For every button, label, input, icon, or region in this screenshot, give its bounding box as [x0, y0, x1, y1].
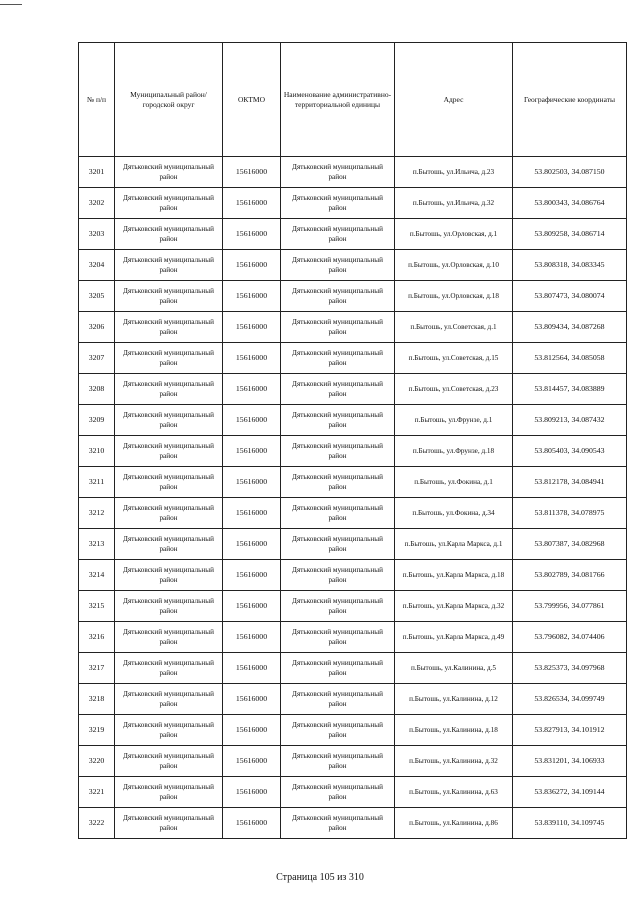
row-oktmo: 15616000: [223, 219, 281, 250]
row-district: Дятьковский муниципальный район: [115, 250, 223, 281]
row-unit-name: Дятьковский муниципальный район: [281, 219, 395, 250]
row-unit-name: Дятьковский муниципальный район: [281, 498, 395, 529]
table-row: [79, 529, 627, 560]
row-unit-name: Дятьковский муниципальный район: [281, 281, 395, 312]
row-number: 3218: [79, 684, 115, 715]
row-coordinates: 53.836272, 34.109144: [513, 777, 627, 808]
row-unit-name: Дятьковский муниципальный район: [281, 436, 395, 467]
row-unit-name: Дятьковский муниципальный район: [281, 808, 395, 839]
row-coordinates: 53.800343, 34.086764: [513, 188, 627, 219]
table-row: [79, 188, 627, 219]
row-unit-name: Дятьковский муниципальный район: [281, 715, 395, 746]
row-unit-name: Дятьковский муниципальный район: [281, 684, 395, 715]
table-row: [79, 467, 627, 498]
row-coordinates: 53.826534, 34.099749: [513, 684, 627, 715]
table-row: [79, 250, 627, 281]
row-district: Дятьковский муниципальный район: [115, 188, 223, 219]
row-address: п.Бытошь, ул.Карла Маркса, д.49: [395, 622, 513, 653]
row-address: п.Бытошь, ул.Фокина, д.34: [395, 498, 513, 529]
row-unit-name: Дятьковский муниципальный район: [281, 653, 395, 684]
row-coordinates: 53.839110, 34.109745: [513, 808, 627, 839]
row-district: Дятьковский муниципальный район: [115, 343, 223, 374]
row-oktmo: 15616000: [223, 808, 281, 839]
header-district: Муниципальный район/городской округ: [115, 43, 223, 157]
row-unit-name: Дятьковский муниципальный район: [281, 777, 395, 808]
row-oktmo: 15616000: [223, 312, 281, 343]
row-unit-name: Дятьковский муниципальный район: [281, 343, 395, 374]
row-unit-name: Дятьковский муниципальный район: [281, 591, 395, 622]
row-unit-name: Дятьковский муниципальный район: [281, 374, 395, 405]
row-number: 3220: [79, 746, 115, 777]
header-number: № п/п: [79, 43, 115, 157]
row-unit-name: Дятьковский муниципальный район: [281, 746, 395, 777]
row-oktmo: 15616000: [223, 715, 281, 746]
row-oktmo: 15616000: [223, 374, 281, 405]
row-address: п.Бытошь, ул.Фокина, д.1: [395, 467, 513, 498]
row-unit-name: Дятьковский муниципальный район: [281, 405, 395, 436]
row-unit-name: Дятьковский муниципальный район: [281, 622, 395, 653]
row-number: 3204: [79, 250, 115, 281]
row-address: п.Бытошь, ул.Калинина, д.5: [395, 653, 513, 684]
row-address: п.Бытошь, ул.Советская, д.15: [395, 343, 513, 374]
table-row: [79, 343, 627, 374]
row-coordinates: 53.827913, 34.101912: [513, 715, 627, 746]
row-address: п.Бытошь, ул.Калинина, д.63: [395, 777, 513, 808]
row-address: п.Бытошь, ул.Карла Маркса, д.1: [395, 529, 513, 560]
row-number: 3210: [79, 436, 115, 467]
row-district: Дятьковский муниципальный район: [115, 715, 223, 746]
row-number: 3208: [79, 374, 115, 405]
row-district: Дятьковский муниципальный район: [115, 374, 223, 405]
table-header: [79, 43, 627, 157]
table-row: [79, 374, 627, 405]
row-coordinates: 53.802789, 34.081766: [513, 560, 627, 591]
table-row: [79, 312, 627, 343]
row-district: Дятьковский муниципальный район: [115, 219, 223, 250]
row-district: Дятьковский муниципальный район: [115, 591, 223, 622]
row-coordinates: 53.799956, 34.077861: [513, 591, 627, 622]
row-oktmo: 15616000: [223, 343, 281, 374]
header-unit-name: Наименование административно-территориальной единицы: [281, 43, 395, 157]
table-row: [79, 436, 627, 467]
row-number: 3221: [79, 777, 115, 808]
table-row: [79, 591, 627, 622]
row-coordinates: 53.805403, 34.090543: [513, 436, 627, 467]
table-row: [79, 498, 627, 529]
row-oktmo: 15616000: [223, 157, 281, 188]
row-number: 3206: [79, 312, 115, 343]
row-district: Дятьковский муниципальный район: [115, 436, 223, 467]
row-address: п.Бытошь, ул.Калинина, д.12: [395, 684, 513, 715]
table-row: [79, 653, 627, 684]
row-number: 3215: [79, 591, 115, 622]
row-number: 3217: [79, 653, 115, 684]
row-address: п.Бытошь, ул.Ильича, д.32: [395, 188, 513, 219]
row-number: 3207: [79, 343, 115, 374]
row-unit-name: Дятьковский муниципальный район: [281, 250, 395, 281]
row-district: Дятьковский муниципальный район: [115, 777, 223, 808]
row-unit-name: Дятьковский муниципальный район: [281, 529, 395, 560]
row-coordinates: 53.809434, 34.087268: [513, 312, 627, 343]
header-address: Адрес: [395, 43, 513, 157]
header-row: [79, 43, 627, 157]
table-row: [79, 281, 627, 312]
table-row: [79, 808, 627, 839]
row-coordinates: 53.807387, 34.082968: [513, 529, 627, 560]
table-row: [79, 746, 627, 777]
row-unit-name: Дятьковский муниципальный район: [281, 312, 395, 343]
row-district: Дятьковский муниципальный район: [115, 653, 223, 684]
row-coordinates: 53.796082, 34.074406: [513, 622, 627, 653]
row-address: п.Бытошь, ул.Карла Маркса, д.32: [395, 591, 513, 622]
row-district: Дятьковский муниципальный район: [115, 808, 223, 839]
address-registry-table: [78, 42, 627, 839]
row-oktmo: 15616000: [223, 684, 281, 715]
row-coordinates: 53.831201, 34.106933: [513, 746, 627, 777]
row-district: Дятьковский муниципальный район: [115, 312, 223, 343]
row-address: п.Бытошь, ул.Советская, д.1: [395, 312, 513, 343]
table-row: [79, 219, 627, 250]
row-coordinates: 53.812564, 34.085058: [513, 343, 627, 374]
row-district: Дятьковский муниципальный район: [115, 405, 223, 436]
row-number: 3203: [79, 219, 115, 250]
row-address: п.Бытошь, ул.Калинина, д.32: [395, 746, 513, 777]
row-number: 3211: [79, 467, 115, 498]
row-district: Дятьковский муниципальный район: [115, 467, 223, 498]
row-district: Дятьковский муниципальный район: [115, 157, 223, 188]
row-number: 3212: [79, 498, 115, 529]
row-address: п.Бытошь, ул.Орловская, д.1: [395, 219, 513, 250]
header-coordinates: Географические координаты: [513, 43, 627, 157]
row-unit-name: Дятьковский муниципальный район: [281, 188, 395, 219]
row-oktmo: 15616000: [223, 436, 281, 467]
row-address: п.Бытошь, ул.Фрунзе, д.18: [395, 436, 513, 467]
row-district: Дятьковский муниципальный район: [115, 498, 223, 529]
table-row: [79, 684, 627, 715]
row-district: Дятьковский муниципальный район: [115, 622, 223, 653]
row-oktmo: 15616000: [223, 498, 281, 529]
row-address: п.Бытошь, ул.Калинина, д.18: [395, 715, 513, 746]
scan-edge-mark: [0, 4, 22, 5]
table-body: [79, 157, 627, 839]
page-number-footer: Страница 105 из 310: [276, 872, 364, 883]
row-address: п.Бытошь, ул.Карла Маркса, д.18: [395, 560, 513, 591]
row-number: 3222: [79, 808, 115, 839]
row-number: 3209: [79, 405, 115, 436]
row-address: п.Бытошь, ул.Калинина, д.86: [395, 808, 513, 839]
row-oktmo: 15616000: [223, 281, 281, 312]
row-district: Дятьковский муниципальный район: [115, 684, 223, 715]
row-oktmo: 15616000: [223, 529, 281, 560]
row-number: 3214: [79, 560, 115, 591]
header-oktmo: ОКТМО: [223, 43, 281, 157]
row-coordinates: 53.802503, 34.087150: [513, 157, 627, 188]
row-district: Дятьковский муниципальный район: [115, 281, 223, 312]
row-unit-name: Дятьковский муниципальный район: [281, 467, 395, 498]
row-coordinates: 53.811378, 34.078975: [513, 498, 627, 529]
table-row: [79, 157, 627, 188]
row-oktmo: 15616000: [223, 591, 281, 622]
row-address: п.Бытошь, ул.Ильича, д.23: [395, 157, 513, 188]
row-oktmo: 15616000: [223, 622, 281, 653]
row-district: Дятьковский муниципальный район: [115, 746, 223, 777]
row-district: Дятьковский муниципальный район: [115, 560, 223, 591]
row-oktmo: 15616000: [223, 560, 281, 591]
row-address: п.Бытошь, ул.Фрунзе, д.1: [395, 405, 513, 436]
row-coordinates: 53.825373, 34.097968: [513, 653, 627, 684]
row-oktmo: 15616000: [223, 746, 281, 777]
row-coordinates: 53.812178, 34.084941: [513, 467, 627, 498]
row-number: 3202: [79, 188, 115, 219]
row-number: 3205: [79, 281, 115, 312]
table-row: [79, 560, 627, 591]
row-number: 3213: [79, 529, 115, 560]
row-coordinates: 53.809213, 34.087432: [513, 405, 627, 436]
row-oktmo: 15616000: [223, 405, 281, 436]
row-coordinates: 53.807473, 34.080074: [513, 281, 627, 312]
table-row: [79, 405, 627, 436]
row-district: Дятьковский муниципальный район: [115, 529, 223, 560]
row-oktmo: 15616000: [223, 188, 281, 219]
row-address: п.Бытошь, ул.Орловская, д.10: [395, 250, 513, 281]
row-number: 3201: [79, 157, 115, 188]
row-coordinates: 53.809258, 34.086714: [513, 219, 627, 250]
table-row: [79, 777, 627, 808]
row-address: п.Бытошь, ул.Советская, д.23: [395, 374, 513, 405]
row-oktmo: 15616000: [223, 777, 281, 808]
row-coordinates: 53.814457, 34.083889: [513, 374, 627, 405]
row-address: п.Бытошь, ул.Орловская, д.18: [395, 281, 513, 312]
row-oktmo: 15616000: [223, 653, 281, 684]
row-coordinates: 53.808318, 34.083345: [513, 250, 627, 281]
row-unit-name: Дятьковский муниципальный район: [281, 560, 395, 591]
table-row: [79, 715, 627, 746]
row-oktmo: 15616000: [223, 467, 281, 498]
row-number: 3219: [79, 715, 115, 746]
row-unit-name: Дятьковский муниципальный район: [281, 157, 395, 188]
row-number: 3216: [79, 622, 115, 653]
row-oktmo: 15616000: [223, 250, 281, 281]
table-row: [79, 622, 627, 653]
